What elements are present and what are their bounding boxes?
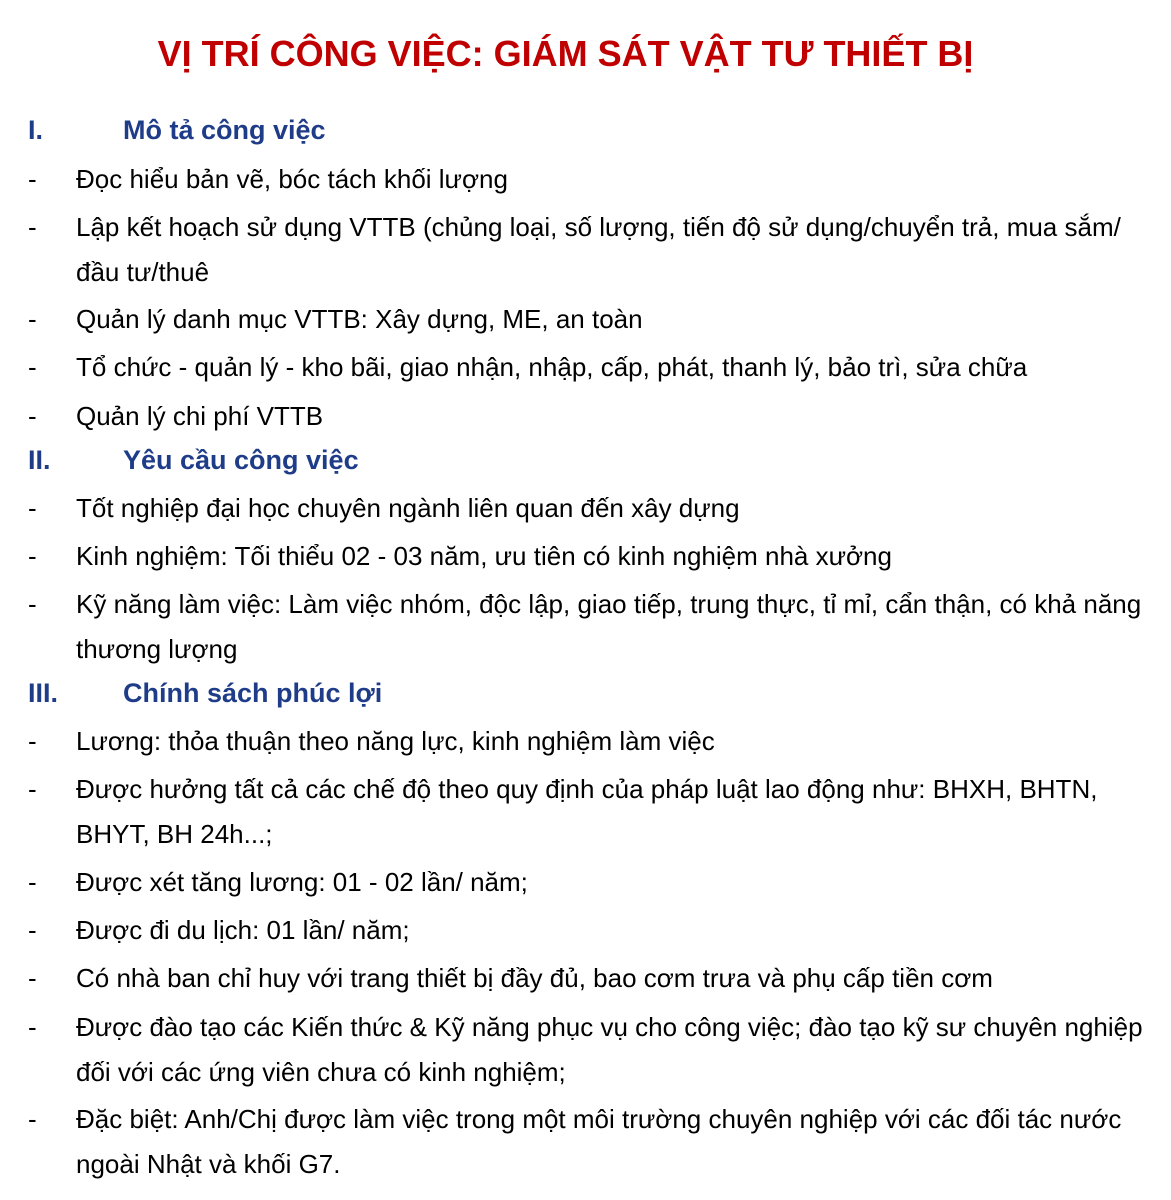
list-item-text: Được đào tạo các Kiến thức & Kỹ năng phục vụ cho công việc; đào tạo kỹ sư chuyên nghiệp đối với các ứng viên chưa có kinh nghiệm; bbox=[76, 1012, 1143, 1087]
bullet-dash: - bbox=[28, 401, 37, 431]
document-title-text: VỊ TRÍ CÔNG VIỆC: GIÁM SÁT VẬT TƯ THIẾT BỊ bbox=[157, 33, 974, 74]
bullet-dash: - bbox=[28, 304, 37, 334]
bullet-dash: - bbox=[28, 164, 37, 194]
bullet-dash: - bbox=[28, 915, 37, 945]
bullet-dash: - bbox=[28, 774, 37, 804]
bullet-dash: - bbox=[28, 1012, 37, 1042]
bullet-dash: - bbox=[28, 352, 37, 382]
bullet-dash: - bbox=[28, 541, 37, 571]
bullet-dash: - bbox=[28, 963, 37, 993]
list-item-text: Tốt nghiệp đại học chuyên ngành liên quan đến xây dựng bbox=[76, 493, 740, 523]
bullet-dash: - bbox=[28, 493, 37, 523]
bullet-dash: - bbox=[28, 867, 37, 897]
bullet-dash: - bbox=[28, 589, 37, 619]
list-item-text: Kinh nghiệm: Tối thiểu 02 - 03 năm, ưu tiên có kinh nghiệm nhà xưởng bbox=[76, 541, 892, 571]
list-item-text: Lương: thỏa thuận theo năng lực, kinh nghiệm làm việc bbox=[76, 726, 715, 756]
list-item-text: Có nhà ban chỉ huy với trang thiết bị đầy đủ, bao cơm trưa và phụ cấp tiền cơm bbox=[76, 963, 993, 993]
list-item-text: Được xét tăng lương: 01 - 02 lần/ năm; bbox=[76, 867, 528, 897]
section-number: I. bbox=[28, 115, 44, 145]
list-item-text: Tổ chức - quản lý - kho bãi, giao nhận, nhập, cấp, phát, thanh lý, bảo trì, sửa chữa bbox=[76, 352, 1028, 382]
section-number: III. bbox=[28, 678, 59, 708]
bullet-dash: - bbox=[28, 726, 37, 756]
list-item-text: Đọc hiểu bản vẽ, bóc tách khối lượng bbox=[76, 164, 508, 194]
bullet-dash: - bbox=[28, 1104, 37, 1134]
list-item-text: Lập kết hoạch sử dụng VTTB (chủng loại, số lượng, tiến độ sử dụng/chuyển trả, mua sắm/đầu tư/thuê bbox=[76, 212, 1121, 287]
list-item-text: Được đi du lịch: 01 lần/ năm; bbox=[76, 915, 410, 945]
list-item-text: Quản lý chi phí VTTB bbox=[76, 401, 324, 431]
section-title: Mô tả công việc bbox=[123, 115, 326, 145]
list-item-text: Đặc biệt: Anh/Chị được làm việc trong một môi trường chuyên nghiệp với các đối tác nước ngoài Nhật và khối G7. bbox=[76, 1104, 1122, 1179]
section-title: Chính sách phúc lợi bbox=[123, 678, 383, 708]
section-title: Yêu cầu công việc bbox=[123, 445, 359, 475]
list-item-text: Quản lý danh mục VTTB: Xây dựng, ME, an toàn bbox=[76, 304, 643, 334]
section-number: II. bbox=[28, 445, 51, 475]
bullet-dash: - bbox=[28, 212, 37, 242]
list-item-text: Được hưởng tất cả các chế độ theo quy định của pháp luật lao động như: BHXH, BHTN, BHYT, BH 24h...; bbox=[76, 774, 1098, 849]
document-title bbox=[0, 30, 1171, 78]
list-item-text: Kỹ năng làm việc: Làm việc nhóm, độc lập, giao tiếp, trung thực, tỉ mỉ, cẩn thận, có khả năng thương lượng bbox=[76, 589, 1142, 664]
